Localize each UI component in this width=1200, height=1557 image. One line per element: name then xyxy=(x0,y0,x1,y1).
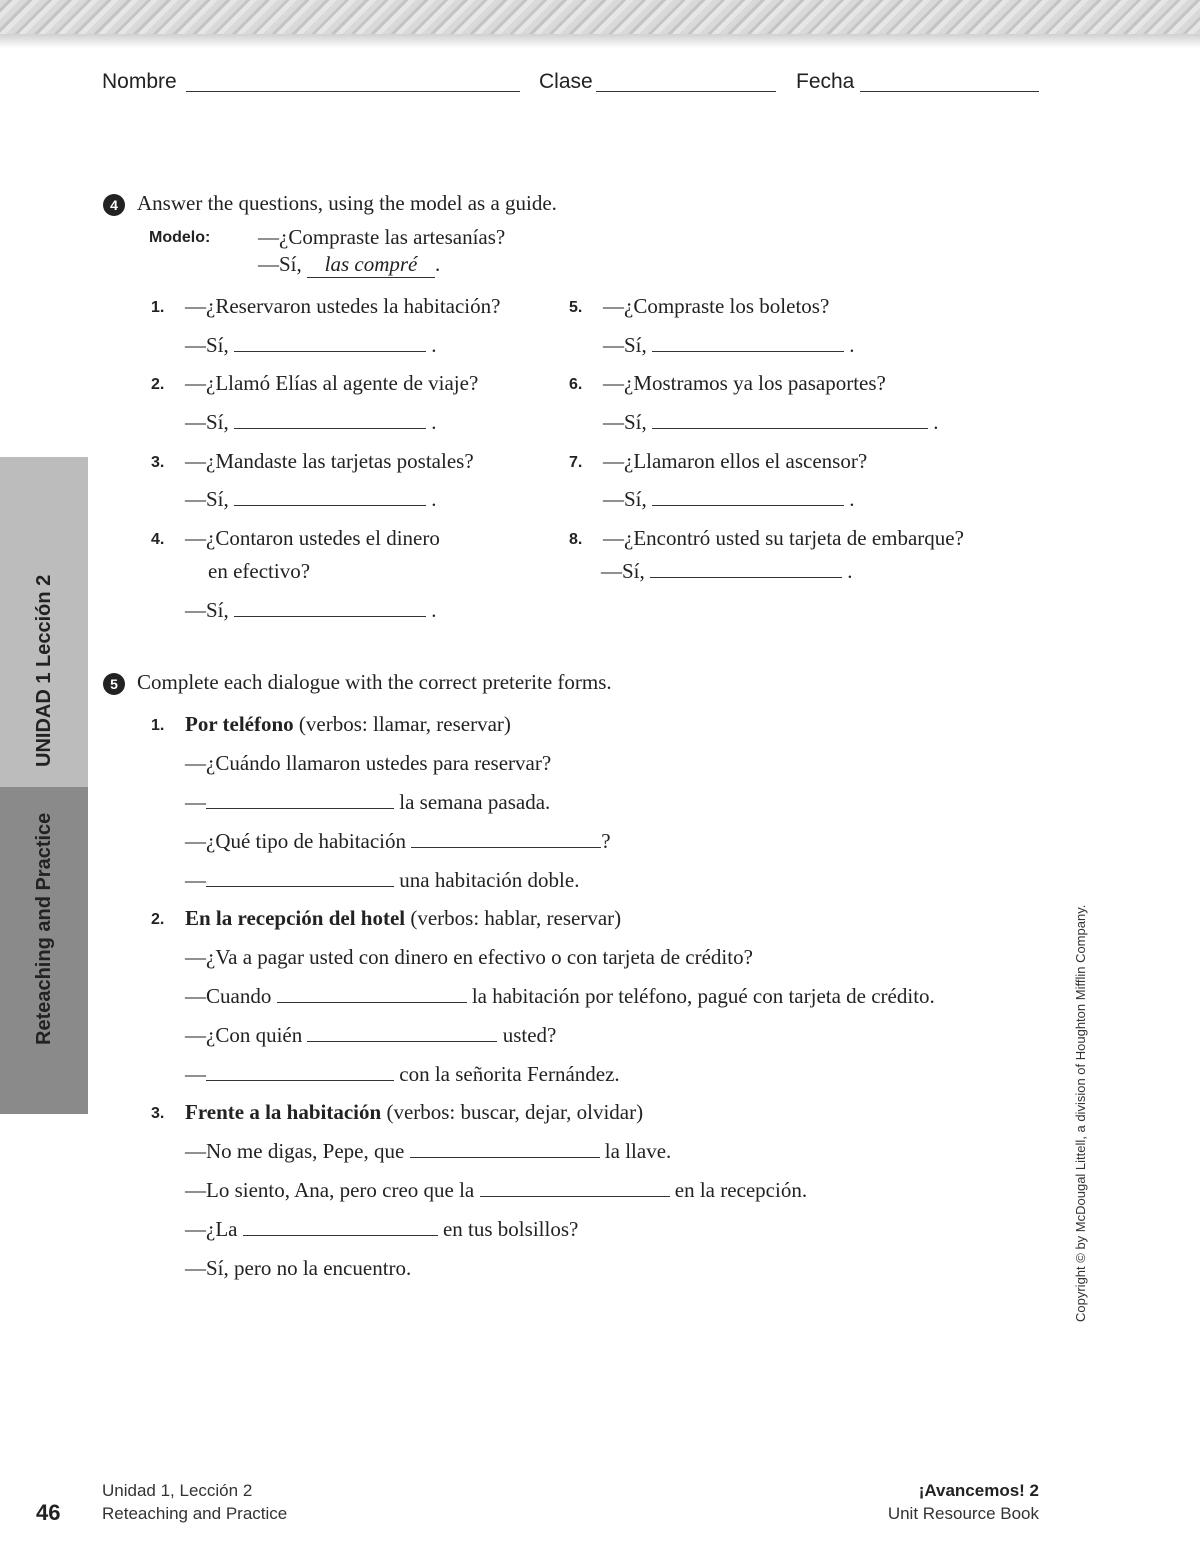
item-number: 7. xyxy=(569,454,583,471)
item-question: —¿Compraste los boletos? xyxy=(603,294,830,318)
footer-section: Reteaching and Practice xyxy=(102,1504,288,1523)
dialogue-number: 2. xyxy=(151,911,165,928)
activity-5-number: 5 xyxy=(103,673,125,695)
dialogue-line: —Lo siento, Ana, pero creo que la en la recepción. xyxy=(185,1178,808,1202)
dialogue-number: 3. xyxy=(151,1105,165,1122)
banner-shade xyxy=(0,34,1200,48)
item-answer: —Sí, . xyxy=(185,598,437,622)
answer-blank[interactable] xyxy=(652,410,928,429)
dialogue-line: —Sí, pero no la encuentro. xyxy=(185,1256,412,1280)
item-number: 4. xyxy=(151,531,165,548)
clase-label: Clase xyxy=(539,70,593,93)
dialogue-number: 1. xyxy=(151,717,165,734)
dialogue-line: —¿Qué tipo de habitación ? xyxy=(185,829,611,853)
dialogue-heading: Por teléfono (verbos: llamar, reservar) xyxy=(185,712,511,736)
nombre-label: Nombre xyxy=(102,70,177,93)
answer-blank[interactable] xyxy=(480,1178,670,1197)
item-number: 2. xyxy=(151,376,165,393)
dialogue-line: — con la señorita Fernández. xyxy=(185,1062,620,1086)
answer-blank[interactable] xyxy=(652,333,844,352)
item-answer: —Sí, . xyxy=(185,333,437,357)
answer-blank[interactable] xyxy=(411,829,601,848)
item-answer: —Sí, . xyxy=(603,487,855,511)
answer-blank[interactable] xyxy=(307,1023,497,1042)
item-question: —¿Llamó Elías al agente de viaje? xyxy=(185,371,479,395)
answer-blank[interactable] xyxy=(206,790,394,809)
answer-blank[interactable] xyxy=(650,559,842,578)
item-question: —¿Mostramos ya los pasaportes? xyxy=(603,371,886,395)
dialogue-line: —¿Cuándo llamaron ustedes para reservar? xyxy=(185,751,552,775)
dialogue-line: —¿Con quién usted? xyxy=(185,1023,557,1047)
side-tab-section xyxy=(0,787,88,1114)
dialogue-heading: En la recepción del hotel (verbos: hablar, reservar) xyxy=(185,906,622,930)
item-number: 6. xyxy=(569,376,583,393)
model-answer: —Sí, las compré . xyxy=(258,252,441,276)
answer-blank[interactable] xyxy=(277,984,467,1003)
item-number: 8. xyxy=(569,531,583,548)
dialogue-line: —No me digas, Pepe, que la llave. xyxy=(185,1139,672,1163)
item-number: 1. xyxy=(151,299,165,316)
dialogue-heading: Frente a la habitación (verbos: buscar, dejar, olvidar) xyxy=(185,1100,644,1124)
answer-blank[interactable] xyxy=(234,598,426,617)
item-number: 3. xyxy=(151,454,165,471)
answer-blank[interactable] xyxy=(410,1139,600,1158)
copyright-notice: Copyright © by McDougal Littell, a division of Houghton Mifflin Company. xyxy=(1073,904,1088,1322)
model-question: —¿Compraste las artesanías? xyxy=(258,225,506,249)
item-answer: —Sí, . xyxy=(185,487,437,511)
item-answer: —Sí, . xyxy=(603,333,855,357)
side-tab-unit-label: UNIDAD 1 Lección 2 xyxy=(33,574,55,767)
nombre-field[interactable] xyxy=(186,91,520,92)
item-question: —¿Reservaron ustedes la habitación? xyxy=(185,294,501,318)
answer-blank[interactable] xyxy=(652,487,844,506)
activity-5-instruction: Complete each dialogue with the correct preterite forms. xyxy=(137,670,612,694)
side-tab-unit xyxy=(0,457,88,787)
footer-book-title: ¡Avancemos! 2 xyxy=(918,1481,1039,1500)
model-label: Modelo: xyxy=(149,229,211,246)
answer-blank[interactable] xyxy=(206,1062,394,1081)
fecha-field[interactable] xyxy=(860,91,1039,92)
side-tab-section-label: Reteaching and Practice xyxy=(33,812,55,1045)
answer-blank[interactable] xyxy=(206,868,394,887)
fecha-label: Fecha xyxy=(796,70,855,93)
item-answer: —Sí, . xyxy=(603,410,939,434)
item-question: —¿Llamaron ellos el ascensor? xyxy=(603,449,868,473)
answer-blank[interactable] xyxy=(243,1217,438,1236)
dialogue-line: —¿La en tus bolsillos? xyxy=(185,1217,579,1241)
dialogue-line: — una habitación doble. xyxy=(185,868,580,892)
item-question: —¿Contaron ustedes el dinero xyxy=(185,526,440,550)
answer-blank[interactable] xyxy=(234,333,426,352)
answer-blank[interactable] xyxy=(234,487,426,506)
dialogue-line: — la semana pasada. xyxy=(185,790,551,814)
item-question-cont: en efectivo? xyxy=(208,559,311,583)
activity-4-number: 4 xyxy=(103,194,125,216)
footer-book-subtitle: Unit Resource Book xyxy=(887,1504,1039,1523)
clase-field[interactable] xyxy=(596,91,776,92)
dialogue-line: —¿Va a pagar usted con dinero en efectivo o con tarjeta de crédito? xyxy=(185,945,753,969)
dialogue-line: —Cuando la habitación por teléfono, pagué con tarjeta de crédito. xyxy=(185,984,935,1008)
footer-unit: Unidad 1, Lección 2 xyxy=(102,1481,253,1500)
item-question: —¿Encontró usted su tarjeta de embarque? xyxy=(603,526,964,550)
item-number: 5. xyxy=(569,299,583,316)
activity-4-instruction: Answer the questions, using the model as a guide. xyxy=(137,191,557,215)
item-answer: —Sí, . xyxy=(185,410,437,434)
item-answer: —Sí, . xyxy=(601,559,853,583)
page-number: 46 xyxy=(36,1500,61,1525)
item-question: —¿Mandaste las tarjetas postales? xyxy=(185,449,474,473)
answer-blank[interactable] xyxy=(234,410,426,429)
